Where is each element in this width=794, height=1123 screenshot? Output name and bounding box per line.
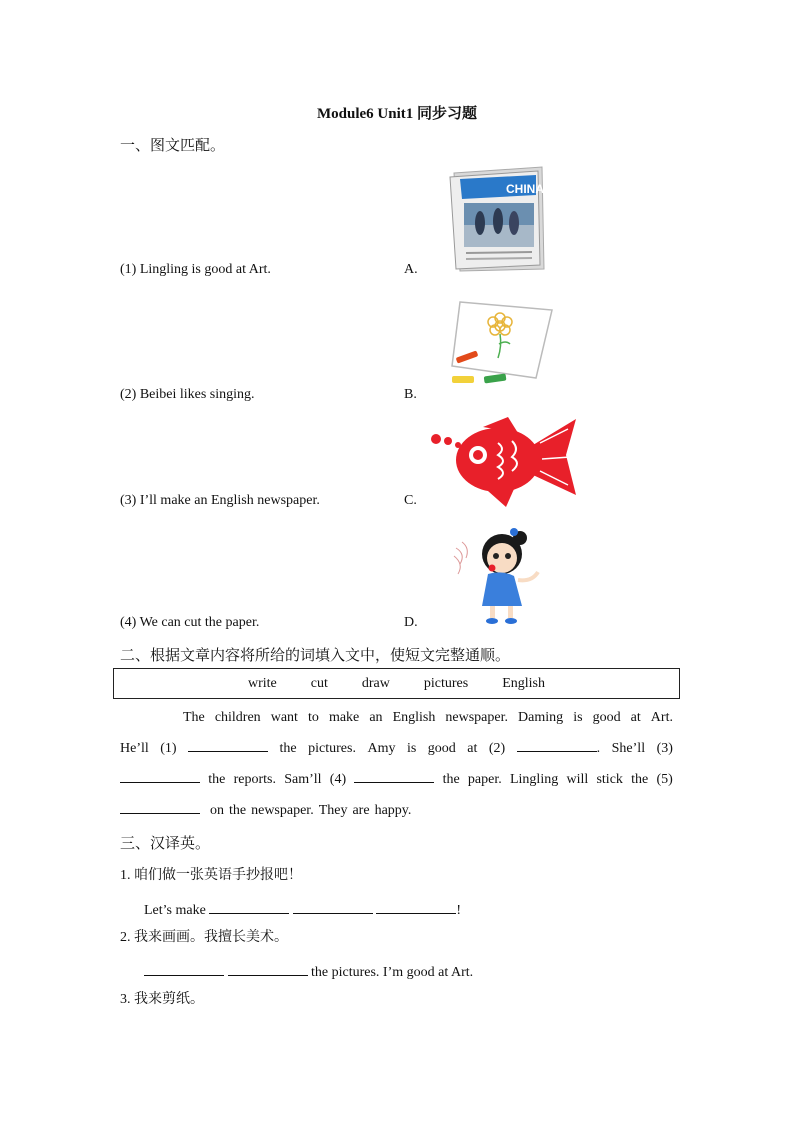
passage-word: the xyxy=(279,741,297,756)
word-pictures: pictures xyxy=(423,675,469,691)
match-item-1: (1) Lingling is good at Art. xyxy=(120,262,271,277)
passage-word: (4) xyxy=(329,772,347,787)
question-2-answer-line xyxy=(144,957,473,981)
passage-word: happy. xyxy=(374,803,412,818)
passage-word: English xyxy=(392,710,436,725)
answer-blank[interactable] xyxy=(376,895,456,914)
passage-word: Sam’ll xyxy=(284,772,322,787)
passage-word: children xyxy=(214,710,261,725)
answer-blank[interactable] xyxy=(144,957,224,976)
word-english: English xyxy=(502,675,545,691)
section3-heading: 三、汉译英。 xyxy=(120,836,211,852)
match-letter-a: A. xyxy=(404,262,418,277)
question-1-prompt: Let’s make xyxy=(144,903,206,918)
page-title: Module6 Unit1 同步习题 xyxy=(316,106,477,122)
question-2-end: the pictures. I’m good at Art. xyxy=(311,965,474,980)
passage-word: the xyxy=(208,772,226,787)
passage-word: Lingling xyxy=(509,772,559,787)
passage-line-1 xyxy=(120,702,673,733)
answer-blank[interactable] xyxy=(188,733,268,764)
passage-word: (1) xyxy=(160,741,177,756)
passage-word: at xyxy=(467,741,478,756)
passage-word: an xyxy=(369,710,383,725)
passage-word: He’ll xyxy=(120,741,149,756)
passage-word: make xyxy=(328,710,360,725)
passage-word: good xyxy=(427,741,456,756)
match-letter-c: C. xyxy=(404,493,417,508)
passage-word: want xyxy=(270,710,298,725)
passage-word: The xyxy=(183,710,205,725)
paper-cut-fish-image xyxy=(428,415,578,509)
question-3-chinese: 3. 我来剪纸。 xyxy=(120,992,204,1007)
section1-heading: 一、图文匹配。 xyxy=(120,138,226,154)
word-write: write xyxy=(248,675,277,691)
passage-line-4 xyxy=(120,795,673,826)
answer-blank[interactable] xyxy=(354,764,434,795)
answer-blank[interactable]: . xyxy=(517,733,601,764)
passage-word: She’ll xyxy=(611,741,646,756)
flower-drawing-image xyxy=(448,296,554,390)
word-box xyxy=(113,668,680,699)
section2-heading: 二、根据文章内容将所给的词填入文中，使短文完整通顺。 xyxy=(120,648,511,664)
match-item-4: (4) We can cut the paper. xyxy=(120,615,260,630)
passage-word: at xyxy=(630,710,641,725)
question-1-end: ! xyxy=(456,903,461,918)
passage-line-3 xyxy=(120,764,673,795)
passage-word: Amy xyxy=(367,741,396,756)
passage-word: Art. xyxy=(650,710,673,725)
question-1-answer-line xyxy=(144,895,461,919)
passage-word: newspaper. xyxy=(445,710,508,725)
passage-word: will xyxy=(566,772,589,787)
word-draw: draw xyxy=(361,675,390,691)
passage-word: are xyxy=(352,803,370,818)
passage xyxy=(120,702,673,826)
passage-word: (5) xyxy=(656,772,673,787)
passage-word: Daming xyxy=(518,710,564,725)
passage-word: on xyxy=(210,803,224,818)
passage-word: the xyxy=(631,772,649,787)
passage-word: newspaper. xyxy=(251,803,314,818)
passage-word: They xyxy=(318,803,348,818)
passage-word: paper. xyxy=(467,772,502,787)
newspaper-image xyxy=(446,165,548,273)
word-cut: cut xyxy=(310,675,328,691)
passage-word: is xyxy=(406,741,417,756)
answer-blank[interactable] xyxy=(120,795,205,826)
match-letter-b: B. xyxy=(404,387,417,402)
match-item-2: (2) Beibei likes singing. xyxy=(120,387,255,402)
passage-word: the xyxy=(229,803,247,818)
passage-word: the xyxy=(442,772,460,787)
answer-blank[interactable] xyxy=(293,895,373,914)
passage-word: (3) xyxy=(656,741,673,756)
passage-word: reports. xyxy=(233,772,276,787)
passage-word: is xyxy=(573,710,583,725)
passage-word: to xyxy=(308,710,319,725)
girl-singing-image xyxy=(452,524,548,628)
passage-word: pictures. xyxy=(308,741,356,756)
answer-blank[interactable] xyxy=(228,957,308,976)
passage-word: (2) xyxy=(488,741,506,756)
passage-word: good xyxy=(592,710,621,725)
newspaper-masthead: CHINA xyxy=(506,182,544,196)
answer-blank[interactable] xyxy=(120,764,200,795)
question-1-chinese: 1. 咱们做一张英语手抄报吧！ xyxy=(120,868,302,883)
match-item-3: (3) I’ll make an English newspaper. xyxy=(120,493,320,508)
match-letter-d: D. xyxy=(404,615,418,630)
question-2-chinese: 2. 我来画画。我擅长美术。 xyxy=(120,930,288,945)
passage-word: stick xyxy=(596,772,623,787)
answer-blank[interactable] xyxy=(209,895,289,914)
passage-line-2 xyxy=(120,733,673,764)
